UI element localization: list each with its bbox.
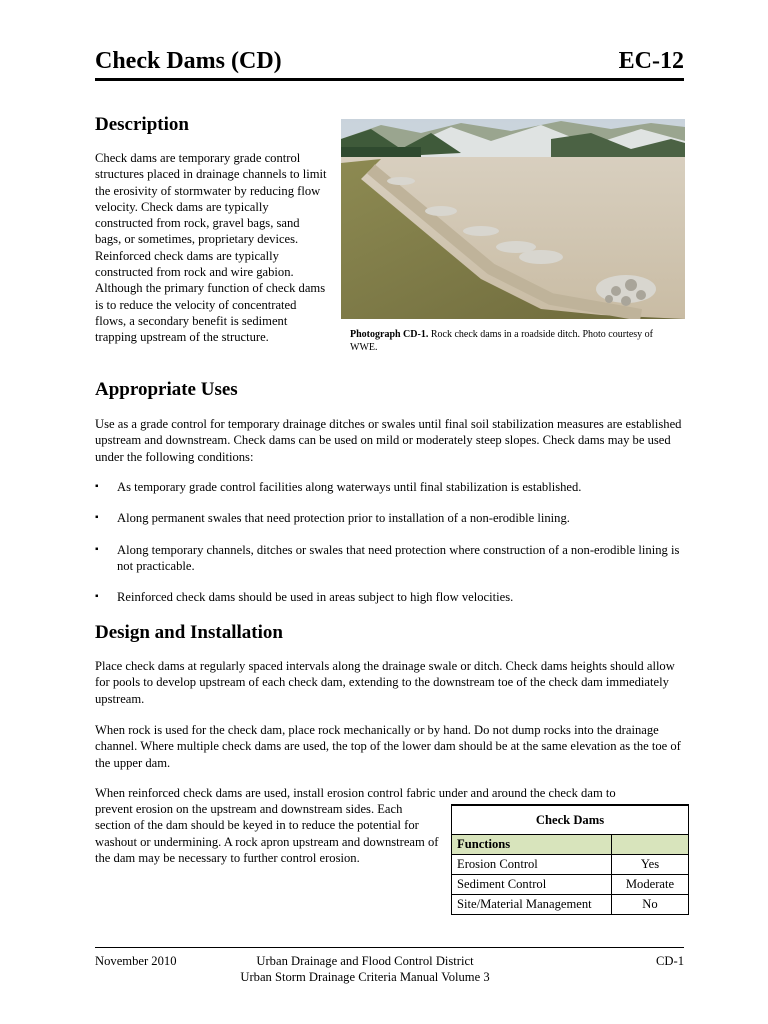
footer-date: November 2010: [95, 954, 177, 968]
functions-label-spacer: [612, 835, 689, 855]
uses-list: [95, 479, 685, 620]
function-name: Sediment Control: [452, 875, 612, 895]
bullet-icon: ▪: [95, 481, 99, 492]
description-text: Check dams are temporary grade control structures placed in drainage channels to limit the erosivity of stormwater by reducing flow velocity. Check dams are typically constructed from rock, gravel bags, sand bags, or sometimes, proprietary devices. Reinforced check dams are typically constructed from rock and wire gabion. Although the primary function of check dams is to reduce the velocity of concentrated flows, a secondary benefit is sediment trapping upstream of the structure.: [95, 151, 327, 345]
table-title: Check Dams: [452, 805, 689, 835]
list-item: ▪ Reinforced check dams should be used in areas subject to high flow velocities.: [95, 590, 514, 605]
title-rule: [95, 78, 684, 81]
footer-rule: [95, 947, 684, 948]
function-value: Moderate: [612, 875, 689, 895]
bullet-icon: ▪: [95, 543, 99, 555]
bullet-icon: ▪: [95, 591, 99, 603]
caption-text: Rock check dams in a roadside ditch. Photo courtesy of WWE.: [350, 329, 654, 353]
footer-org: Urban Drainage and Flood Control District: [256, 954, 474, 968]
design-paragraph-2: When rock is used for the check dam, place rock mechanically or by hand. Do not dump rocks into the drainage channel. Where multiple check dams are used, the top of the lower dam should be at the same elevation as the toe of the upper dam.: [95, 723, 681, 770]
list-item: ▪ Along permanent swales that need protection prior to installation of a non-erodible lining.: [95, 511, 570, 526]
design-installation-heading: Design and Installation: [95, 622, 283, 643]
function-name: Site/Material Management: [452, 895, 612, 915]
section-code: EC-12: [618, 48, 684, 74]
footer-manual: Urban Storm Drainage Criteria Manual Volume 3: [240, 970, 490, 984]
footer-page-number: CD-1: [656, 954, 684, 968]
check-dam-photo: [341, 119, 685, 319]
function-name: Erosion Control: [452, 855, 612, 875]
list-item: ▪ As temporary grade control facilities along waterways until final stabilization is established.: [95, 480, 582, 494]
footer-source: [200, 953, 530, 985]
functions-label: Functions: [452, 835, 612, 855]
function-value: No: [612, 895, 689, 915]
uses-intro: Use as a grade control for temporary drainage ditches or swales until final soil stabilization measures are established upstream and downstream. Check dams can be used on mild or moderately steep slopes. Check dams may be used under the following conditions:: [95, 417, 682, 464]
design-paragraph-1: Place check dams at regularly spaced intervals along the drainage swale or ditch. Check dams heights should allow for pools to develop upstream of each check dam, extending to the downstream toe of the check dam immediately upstream.: [95, 659, 675, 706]
photo-caption: [350, 328, 665, 354]
caption-label: Photograph CD-1.: [350, 329, 429, 340]
table-row: [452, 855, 689, 875]
photo-illustration: [341, 119, 685, 319]
list-item: ▪ Along temporary channels, ditches or swales that need protection where construction of a non-erodible lining is not practicable.: [95, 542, 680, 573]
description-heading: Description: [95, 114, 189, 135]
appropriate-uses-heading: Appropriate Uses: [95, 379, 238, 400]
page-title: Check Dams (CD): [95, 48, 282, 74]
function-value: Yes: [612, 855, 689, 875]
table-row: [452, 895, 689, 915]
design-paragraph-3-rest: prevent erosion on the upstream and downstream sides. Each section of the dam should be keyed in to reduce the potential for washout or undermining. A rock apron upstream and downstream of the dam may be necessary to further control erosion.: [95, 802, 439, 865]
bullet-icon: ▪: [95, 512, 99, 524]
design-paragraph-3-line-1: When reinforced check dams are used, install erosion control fabric under and around the check dam to: [95, 786, 616, 800]
functions-table: [451, 804, 689, 915]
table-row: [452, 875, 689, 895]
